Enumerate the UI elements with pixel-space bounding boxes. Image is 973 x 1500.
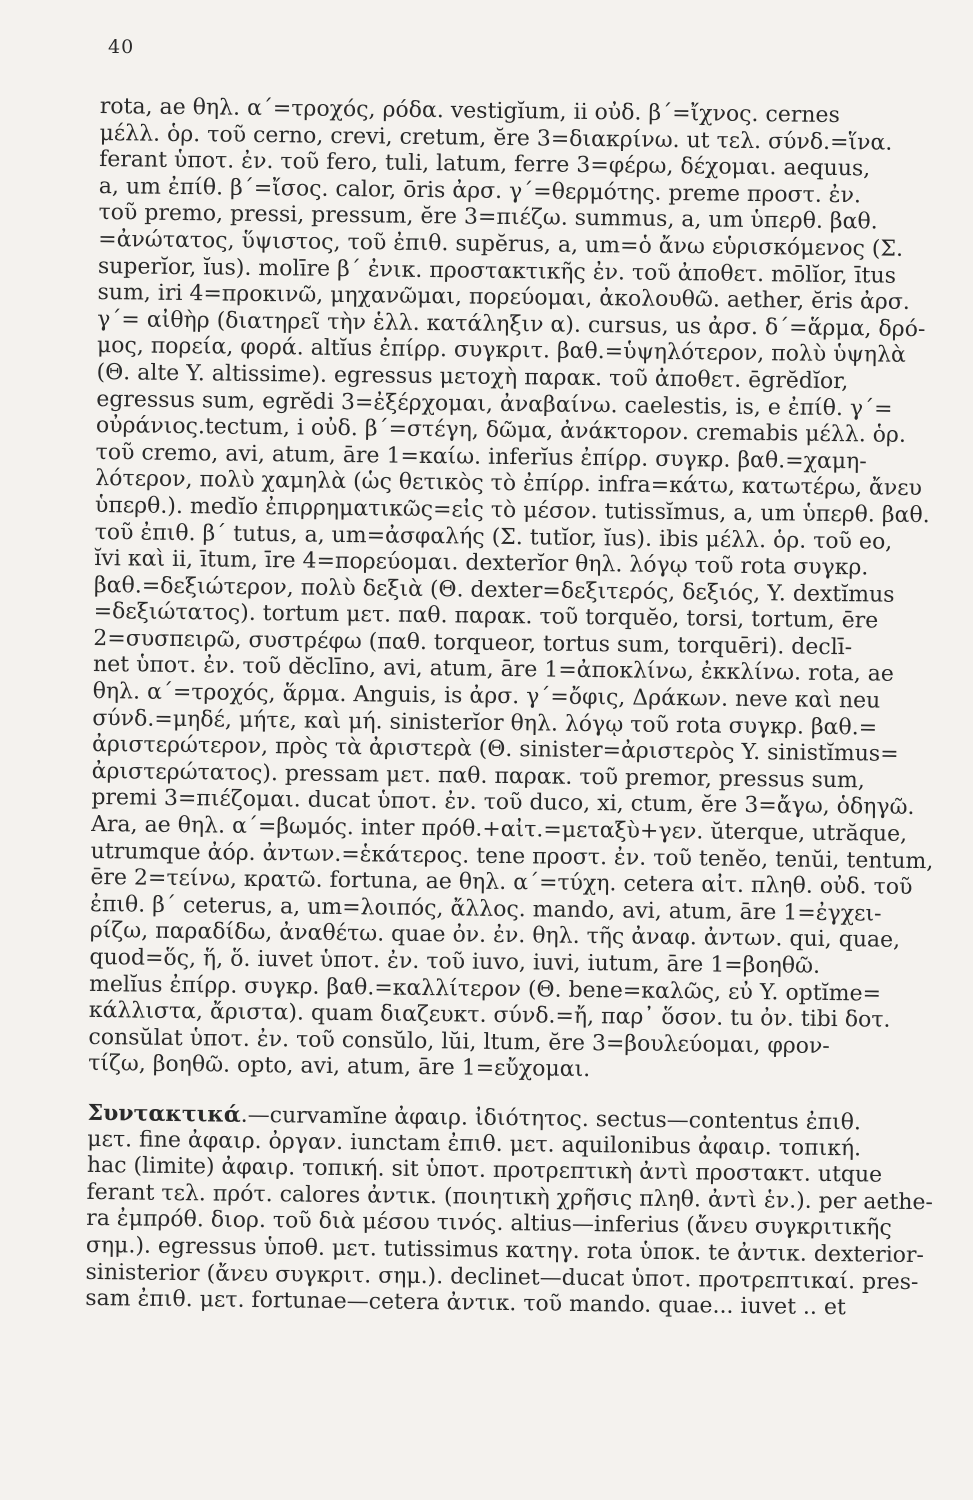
syntax-line: ra ἐμπρόθ. διορ. τοῦ διὰ μέσου τινός. altius—inferius (ἄνευ συγκριτικῆς <box>86 1206 892 1242</box>
syntax-line: μετ. fine ἀφαιρ. ὀργαν. iunctam ἐπιθ. μετ. aquilonibus ἀφαιρ. τοπική. <box>87 1126 862 1161</box>
text-line: θηλ. α΄=τροχός, ἅρμα. Anguis, is ἀρσ. γ΄=ὄφις, Δράκων. neve καὶ neu <box>92 679 881 714</box>
syntax-line: .—curvamĭne ἀφαιρ. ἰδιότητος. sectus—contentus ἐπιθ. <box>240 1102 862 1136</box>
text-line: 2=συσπειρῶ, συστρέφω (παθ. torqueor, tortus sum, torquēri). declī- <box>93 625 853 661</box>
lexicon-text <box>85 94 962 1323</box>
text-line: τίζω, βοηθῶ. opto, avi, atum, āre 1=εὔχομαι. <box>87 1051 591 1083</box>
text-line: λότερον, πολὺ χαμηλὰ (ὡς θετικὸς τὸ ἐπίρρ. infra=κάτω, κατωτέρω, ἄνευ <box>95 466 923 502</box>
text-line: τοῦ cremo, avi, atum, āre 1=καίω. inferĭus ἐπίρρ. συγκρ. βαθ.=χαμη- <box>95 439 867 475</box>
text-line: μέλλ. ὁρ. τοῦ cerno, crevi, cretum, ĕre 3=διακρίνω. ut τελ. σύνδ.=ἵνα. <box>99 120 893 156</box>
syntax-line: σημ.). egressus ὑποθ. μετ. tutissimus κατηγ. rota ὑποκ. te ἀντικ. dexterior- <box>85 1232 925 1269</box>
text-line: κάλλιστα, ἄριστα). quam διαζευκτ. σύνδ.=ἤ, παρ᾽ ὅσον. tu ὀν. tibi δοτ. <box>88 998 891 1033</box>
text-line: γ΄= αἰθὴρ (διατηρεῖ τὴν ἑλλ. κατάληξιν α). cursus, us ἀρσ. δ΄=ἅρμα, δρό- <box>97 306 926 342</box>
syntax-heading: Συντακτικά <box>87 1099 241 1128</box>
text-line: a, um ἐπίθ. β΄=ἴσος. calor, ōris ἀρσ. γ΄=θερμότης. preme προστ. ἐν. <box>98 173 862 209</box>
syntax-line: hac (limite) ἀφαιρ. τοπική. sit ὑποτ. προτρεπτικὴ ἀντὶ προστακτ. utque <box>86 1153 883 1188</box>
text-line: quod=ὅς, ἥ, ὅ. iuvet ὑποτ. ἐν. τοῦ iuvo, iuvi, iutum, āre 1=βοηθῶ. <box>89 944 821 979</box>
text-line: rota, ae θηλ. α΄=τροχός, ρόδα. vestigĭum, ii οὐδ. β΄=ἴχνος. cernes <box>99 94 840 129</box>
text-line: ferant ὑποτ. ἐν. τοῦ fero, tuli, latum, ferre 3=φέρω, δέχομαι. aequus, <box>99 147 871 182</box>
text-line: ēre 2=τείνω, κρατῶ. fortuna, ae θηλ. α΄=τύχη. cetera αἰτ. πληθ. οὐδ. τοῦ <box>90 865 913 901</box>
text-line: βαθ.=δεξιώτερον, πολὺ δεξιὰ (Θ. dexter=δεξιτερός, δεξιός, Y. dextĭmus <box>93 572 895 608</box>
syntax-line: sinisterior (ἄνευ συγκριτ. σημ.). declinet—ducat ὑποτ. προτρεπτικαί. pres- <box>85 1259 919 1295</box>
text-line: egressus sum, egrĕdi 3=ἐξέρχομαι, ἀναβαίνω. caelestis, is, e ἐπίθ. γ΄= <box>96 386 893 422</box>
text-line: premi 3=πιέζομαι. ducat ὑποτ. ἐν. τοῦ duco, xi, ctum, ĕre 3=ἄγω, ὁδηγῶ. <box>91 785 915 821</box>
text-line: melĭus ἐπίρρ. συγκρ. βαθ.=καλλίτερον (Θ. bene=καλῶς, εὖ Y. optĭme= <box>88 971 882 1007</box>
text-line: οὐράνιος.tectum, i οὐδ. β΄=στέγη, δῶμα, ἀνάκτορον. cremabis μέλλ. ὁρ. <box>95 413 907 448</box>
text-line: consŭlat ὑποτ. ἐν. τοῦ consŭlo, lŭi, ltum, ĕre 3=βουλεύομαι, φρον- <box>88 1024 830 1059</box>
text-line: (Θ. alte Y. altissime). egressus μετοχὴ παρακ. τοῦ ἀποθετ. ēgrĕdĭor, <box>96 359 849 395</box>
text-line: utrumque ἀόρ. ἀντων.=ἑκάτερος. tene προστ. ἐν. τοῦ tenĕo, tenŭi, tentum, <box>90 838 934 874</box>
text-line: Ara, ae θηλ. α΄=βωμός. inter πρόθ.+αἰτ.=μεταξὺ+γεν. ŭterque, utrăque, <box>90 811 908 847</box>
page-number: 40 <box>108 36 135 58</box>
syntax-line: ferant τελ. πρότ. calores ἀντικ. (ποιητικὴ χρῆσις πληθ. ἀντὶ ἑν.). per aethe- <box>86 1179 934 1216</box>
text-line: ĭvi καὶ ii, ītum, īre 4=πορεύομαι. dexterĭor θηλ. λόγῳ τοῦ rota συγκρ. <box>94 546 869 581</box>
text-line: =δεξιώτατος). tortum μετ. παθ. παρακ. τοῦ torquĕo, torsi, tortum, ēre <box>93 599 879 634</box>
text-line: ὑπερθ.). medĭo ἐπιρρηματικῶς=εἰς τὸ μέσον. tutissĭmus, a, um ὑπερθ. βαθ. <box>94 492 930 529</box>
text-line: ἀριστερώτερον, πρὸς τὰ ἀριστερὰ (Θ. sinister=ἀριστερὸς Y. sinistĭmus= <box>91 732 899 768</box>
text-line: net ὑποτ. ἐν. τοῦ dĕclīno, avi, atum, āre 1=ἀποκλίνω, ἐκκλίνω. rota, ae <box>92 652 895 688</box>
text-line: ρίζω, παραδίδω, ἀναθέτω. quae ὀν. ἐν. θηλ. τῆς ἀναφ. ἀντων. qui, quae, <box>89 918 901 954</box>
text-line: τοῦ premo, pressi, pressum, ĕre 3=πιέζω. summus, a, um ὑπερθ. βαθ. <box>98 200 878 235</box>
text-line: =ἀνώτατος, ὕψιστος, τοῦ ἐπιθ. supĕrus, a, um=ὁ ἄνω εὑρισκόμενος (Σ. <box>98 226 904 262</box>
text-line: superĭor, ĭus). molīre β΄ ἐνικ. προστακτικῆς ἐν. τοῦ ἀποθετ. mōlĭor, ītus <box>97 253 897 289</box>
text-line: τοῦ ἐπιθ. β΄ tutus, a, um=ἀσφαλής (Σ. tutĭor, ĭus). ibis μέλλ. ὁρ. τοῦ eo, <box>94 519 893 555</box>
syntax-line: sam ἐπιθ. μετ. fortunae—cetera ἀντικ. τοῦ mando. quae... iuvet .. et <box>85 1286 846 1321</box>
text-line: μος, πορεία, φορά. altĭus ἐπίρρ. συγκριτ. βαθ.=ὑψηλότερον, πολὺ ὑψηλὰ <box>96 333 906 369</box>
text-line: sum, iri 4=προκινῶ, μηχανῶμαι, πορεύομαι, ἀκολουθῶ. aether, ĕris ἀρσ. <box>97 280 910 316</box>
text-line: σύνδ.=μηδέ, μήτε, καὶ μή. sinisterĭor θηλ. λόγῳ τοῦ rota συγκρ. βαθ.= <box>92 705 878 741</box>
text-line: ἐπιθ. β΄ ceterus, a, um=λοιπός, ἄλλος. mando, avi, atum, āre 1=ἐγχει- <box>89 891 882 927</box>
text-line: ἀριστερώτατος). pressam μετ. παθ. παρακ. τοῦ premor, pressus sum, <box>91 758 866 794</box>
